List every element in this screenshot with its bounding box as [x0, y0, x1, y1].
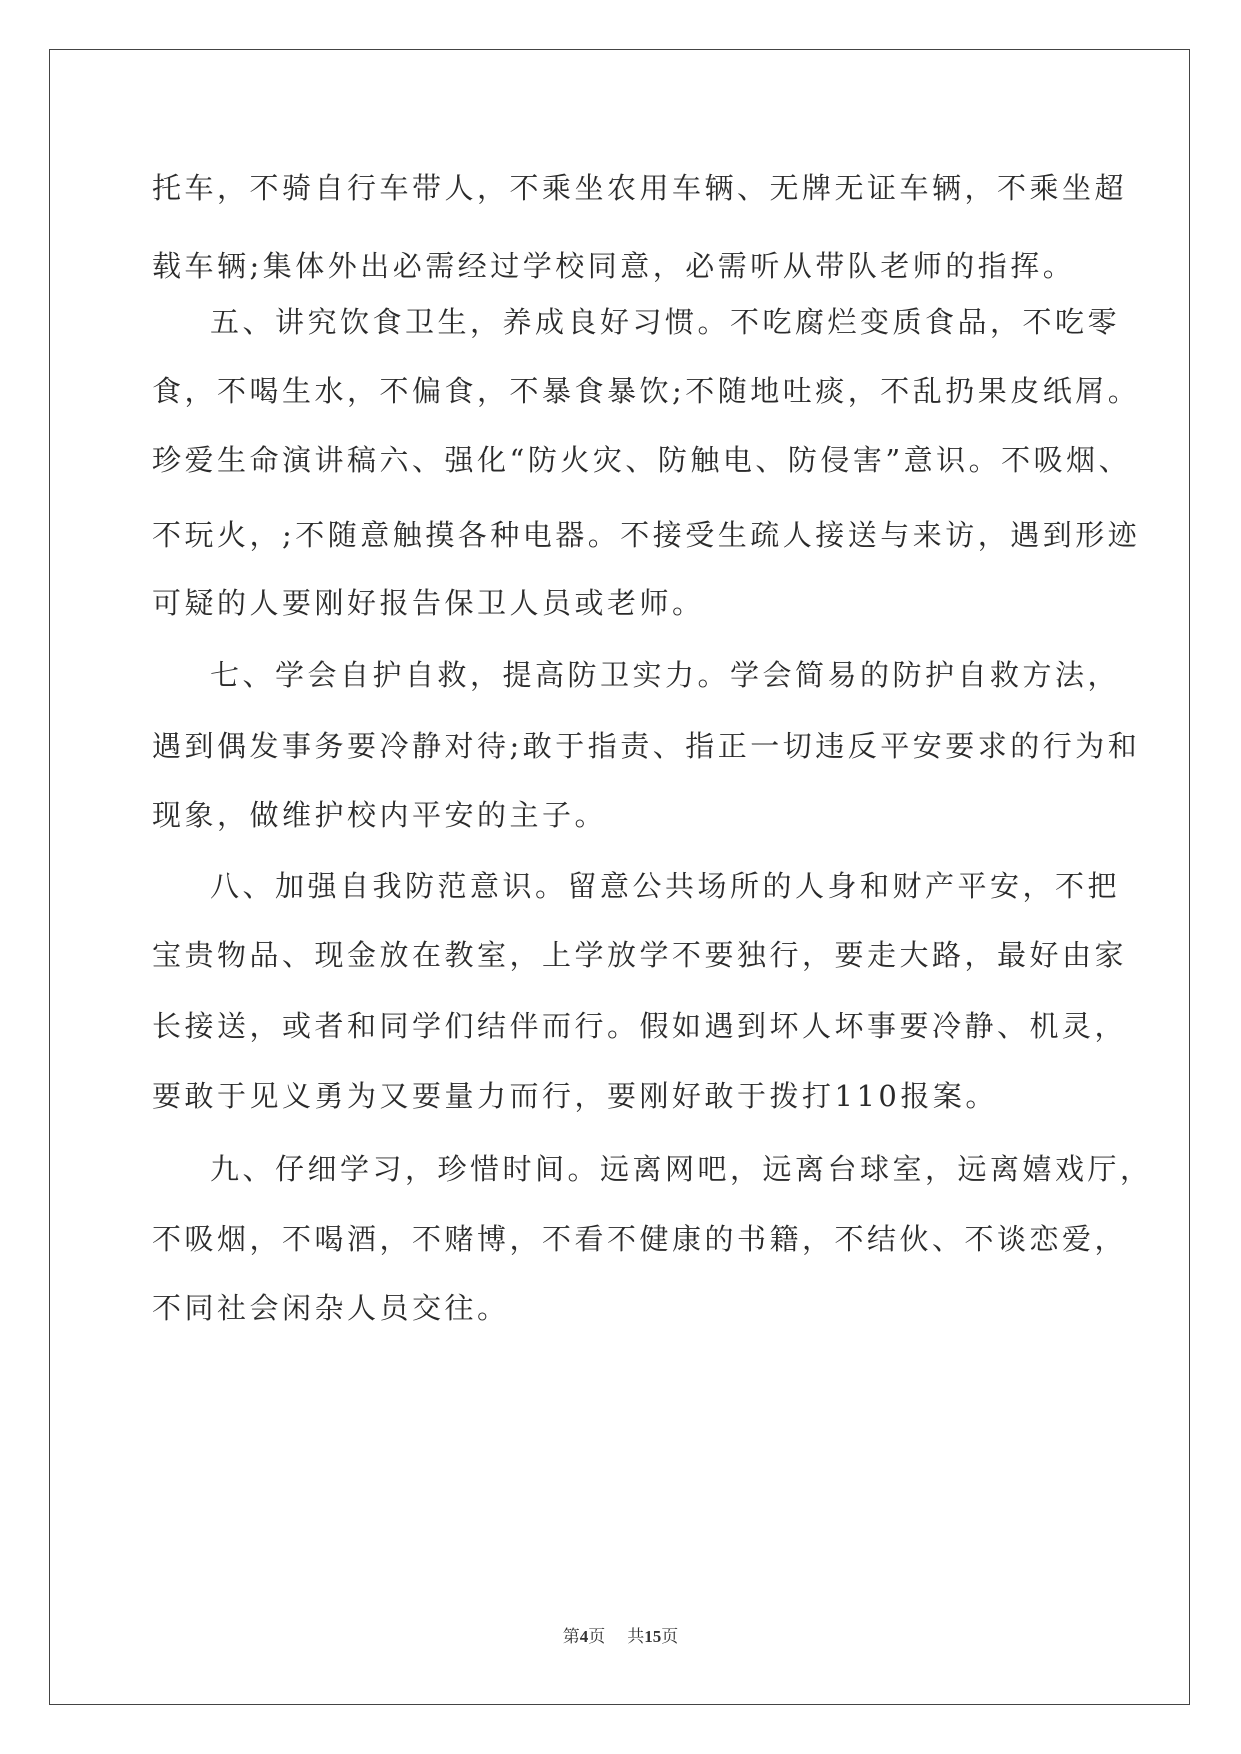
page-footer	[0, 1622, 1241, 1647]
paragraph-line: 珍爱生命演讲稿六、强化“防火灾、防触电、防侵害”意识。不吸烟、	[152, 443, 1132, 477]
paragraph-line: 九、仔细学习，珍惜时间。远离网吧，远离台球室，远离嬉戏厅，	[210, 1152, 1153, 1186]
total-prefix: 共	[627, 1627, 645, 1646]
page-number: 4	[579, 1627, 589, 1646]
total-pages: 15	[644, 1627, 662, 1646]
page-prefix: 第	[562, 1627, 580, 1646]
paragraph-line: 七、学会自护自救，提高防卫实力。学会简易的防护自救方法，	[210, 658, 1121, 692]
paragraph-line: 八、加强自我防范意识。留意公共场所的人身和财产平安，不把	[210, 869, 1121, 903]
paragraph-line: 不玩火，;不随意触摸各种电器。不接受生疏人接送与来访，遇到形迹	[152, 518, 1141, 552]
paragraph-line: 可疑的人要刚好报告保卫人员或老师。	[152, 586, 705, 620]
paragraph-line: 不同社会闲杂人员交往。	[152, 1291, 510, 1325]
page-suffix: 页	[588, 1627, 606, 1646]
paragraph-line: 现象，做维护校内平安的主子。	[152, 798, 608, 832]
total-suffix: 页	[661, 1627, 679, 1646]
paragraph-line: 遇到偶发事务要冷静对待;敢于指责、指正一切违反平安要求的行为和	[152, 729, 1141, 763]
paragraph-line: 五、讲究饮食卫生，养成良好习惯。不吃腐烂变质食品，不吃零	[210, 305, 1121, 339]
paragraph-line: 托车，不骑自行车带人，不乘坐农用车辆、无牌无证车辆，不乘坐超	[152, 171, 1128, 205]
paragraph-line: 宝贵物品、现金放在教室，上学放学不要独行，要走大路，最好由家	[152, 938, 1128, 972]
paragraph-line: 食，不喝生水，不偏食，不暴食暴饮;不随地吐痰，不乱扔果皮纸屑。	[152, 374, 1141, 408]
paragraph-line: 不吸烟，不喝酒，不赌博，不看不健康的书籍，不结伙、不谈恋爱，	[152, 1222, 1128, 1256]
paragraph-line: 长接送，或者和同学们结伴而行。假如遇到坏人坏事要冷静、机灵，	[152, 1009, 1128, 1043]
paragraph-line: 载车辆;集体外出必需经过学校同意，必需听从带队老师的指挥。	[152, 249, 1076, 283]
paragraph-line: 要敢于见义勇为又要量力而行，要刚好敢于拨打110报案。	[152, 1079, 998, 1113]
